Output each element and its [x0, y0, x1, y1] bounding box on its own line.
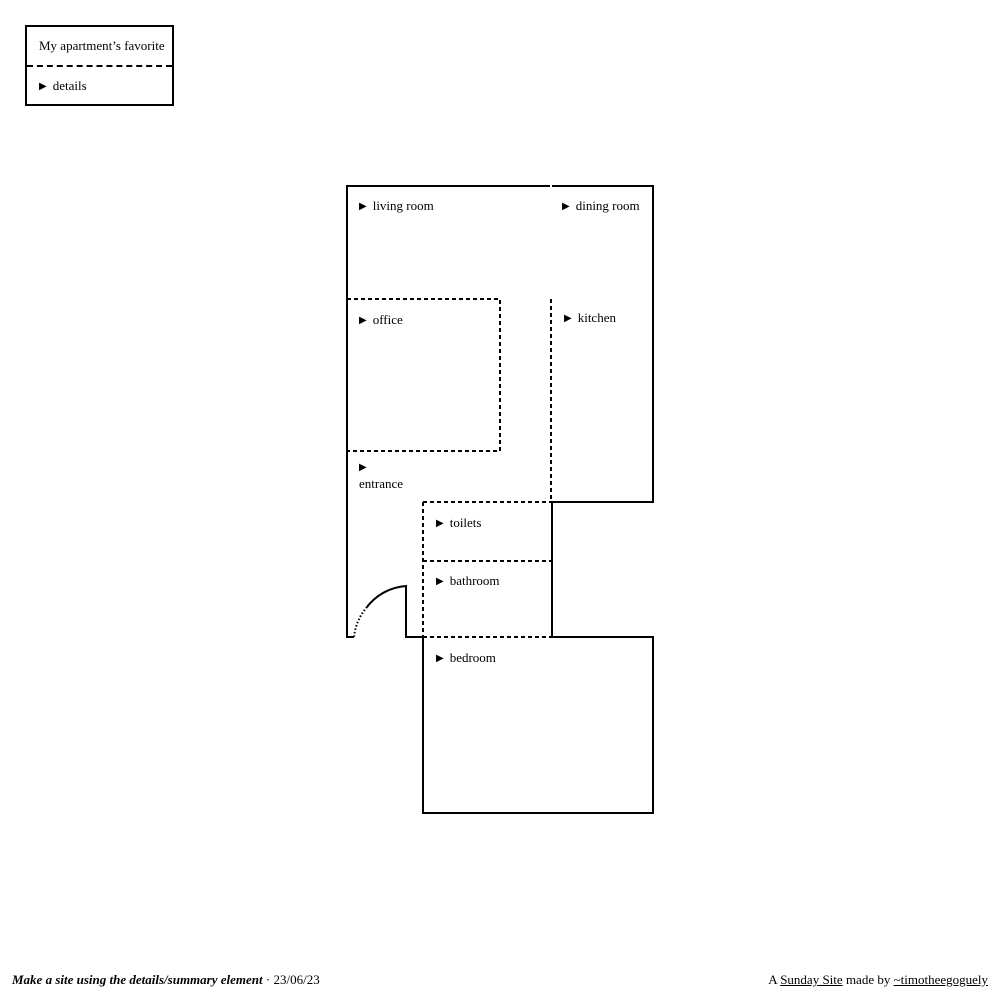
room-toilets-summary[interactable]: [436, 515, 481, 531]
footer-separator: ·: [262, 972, 274, 987]
footer-prompt: [12, 972, 320, 988]
room-kitchen-label: kitchen: [577, 310, 616, 325]
room-office-label: office: [372, 312, 403, 327]
footer-prefix: A: [768, 972, 781, 987]
footer-credits: [768, 972, 988, 988]
caret-right-icon: ▶: [436, 653, 444, 664]
caret-right-icon: ▶: [564, 313, 572, 324]
legend-divider: [27, 65, 172, 67]
room-dining-room-summary[interactable]: [562, 198, 640, 214]
sunday-site-link[interactable]: Sunday Site: [780, 972, 843, 987]
caret-right-icon: ▶: [436, 518, 444, 529]
caret-right-icon: ▶: [359, 462, 367, 473]
room-kitchen-summary[interactable]: [564, 310, 616, 326]
legend-details-label: details: [52, 78, 87, 93]
caret-right-icon: ▶: [359, 315, 367, 326]
legend-details-summary[interactable]: [39, 78, 87, 94]
outer-wall-left: [347, 186, 353, 637]
legend-title: My apartment’s favorite: [39, 38, 165, 53]
room-bedroom-label: bedroom: [449, 650, 496, 665]
footer-middle: made by: [842, 972, 894, 987]
caret-right-icon: ▶: [39, 81, 47, 92]
legend-box: [25, 25, 174, 106]
room-office-summary[interactable]: [359, 312, 403, 328]
footer-prompt-text: Make a site using the details/summary element: [12, 972, 263, 987]
room-living-room-label: living room: [372, 198, 434, 213]
room-entrance-label: entrance: [359, 476, 404, 491]
footer-date: 23/06/23: [273, 972, 320, 987]
caret-right-icon: ▶: [562, 201, 570, 212]
room-dining-room-label: dining room: [575, 198, 640, 213]
caret-right-icon: ▶: [436, 576, 444, 587]
room-bathroom-summary[interactable]: [436, 573, 500, 589]
room-bathroom-label: bathroom: [449, 573, 500, 588]
room-bedroom-summary[interactable]: [436, 650, 496, 666]
room-toilets-label: toilets: [449, 515, 482, 530]
room-entrance-summary[interactable]: [359, 462, 367, 473]
door-swing-arc-dotted: [354, 607, 367, 637]
author-link[interactable]: ~timotheegoguely: [893, 972, 988, 987]
door-swing-arc: [367, 586, 406, 607]
caret-right-icon: ▶: [359, 201, 367, 212]
room-living-room-summary[interactable]: [359, 198, 434, 214]
outer-wall-top-right: [406, 186, 653, 813]
